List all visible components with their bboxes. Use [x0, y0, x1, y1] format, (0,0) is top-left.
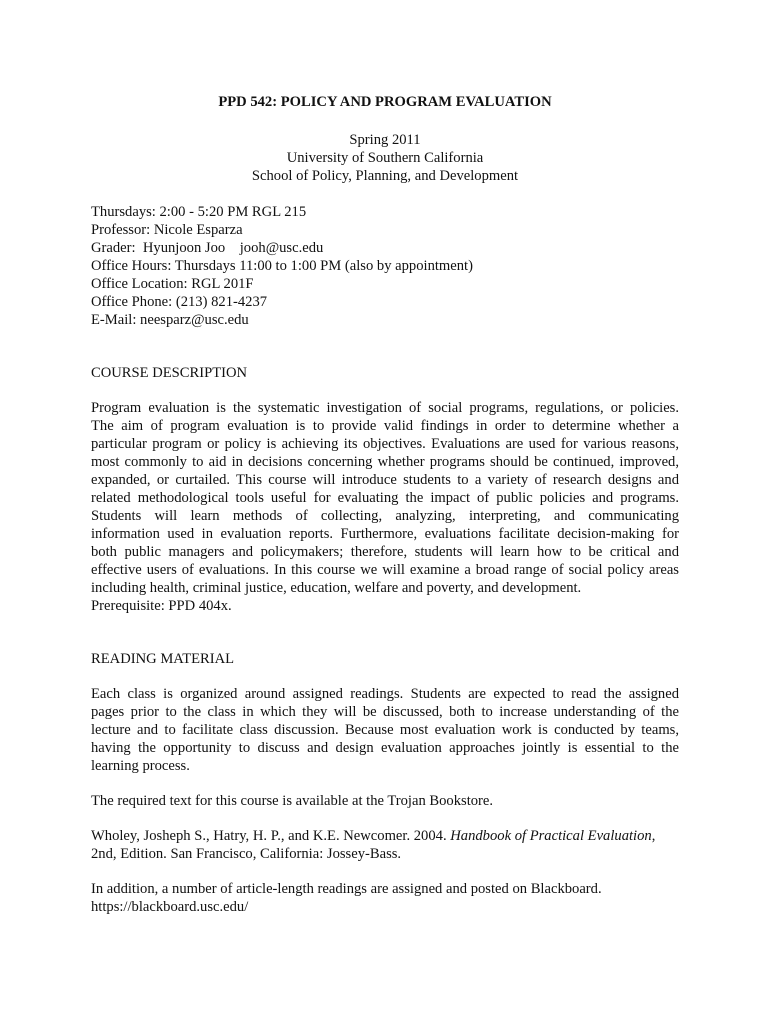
course-title: PPD 542: POLICY AND PROGRAM EVALUATION [218, 94, 552, 110]
course-info [91, 203, 679, 329]
schedule: Thursdays: 2:00 - 5:20 PM RGL 215 [91, 204, 307, 220]
course-description-heading: COURSE DESCRIPTION [91, 365, 248, 381]
paragraph-line: expanded, or curtailed. This course will introduce students to a variety of research designs and [91, 472, 679, 488]
paragraph-line: lecture and to facilitate class discussion. Because most evaluation work is conducted by teams, [91, 722, 679, 738]
paragraph-line: most commonly to aid in decisions concerning whether programs should be continued, improved, [91, 454, 679, 470]
office-location: Office Location: RGL 201F [91, 276, 254, 292]
blackboard-note: In addition, a number of article-length readings are assigned and posted on Blackboard. [91, 881, 602, 897]
professor: Professor: Nicole Esparza [91, 222, 243, 238]
citation-punct: , [651, 828, 656, 844]
paragraph-line: including health, criminal justice, education, welfare and poverty, and development. [91, 580, 582, 596]
blackboard-block [91, 880, 679, 916]
paragraph-line: information used in evaluation reports. Furthermore, evaluations facilitate decision-making for [91, 526, 679, 542]
paragraph-line: pages prior to the class in which they will be discussed, both to increase understanding of the [91, 704, 679, 720]
term: Spring 2011 [349, 132, 421, 148]
textbook-citation [91, 827, 679, 863]
course-description-paragraph [91, 399, 679, 615]
prerequisite: Prerequisite: PPD 404x. [91, 598, 232, 614]
syllabus-page [91, 93, 679, 916]
paragraph-line: Each class is organized around assigned readings. Students are expected to read the assigned [91, 686, 679, 702]
reading-material-paragraph [91, 685, 679, 775]
university: University of Southern California [286, 150, 484, 166]
citation-line-1 [91, 827, 679, 845]
paragraph-line: learning process. [91, 758, 190, 774]
paragraph-line: effective users of evaluations. In this course we will examine a broad range of social policy areas [91, 562, 679, 578]
citation-authors: Wholey, Josheph S., Hatry, H. P., and K.E. Newcomer. 2004. [91, 828, 451, 844]
paragraph-line: The aim of program evaluation is to provide valid findings in order to determine whether a [91, 418, 679, 434]
citation-line-2: 2nd, Edition. San Francisco, California: Jossey-Bass. [91, 846, 402, 862]
citation-book-title: Handbook of Practical Evaluation [450, 828, 652, 844]
paragraph-line: both public managers and policymakers; therefore, students will learn how to be critical and [91, 544, 679, 560]
grader: Grader: Hyunjoon Joo jooh@usc.edu [91, 240, 324, 256]
term-header [91, 131, 679, 185]
paragraph-line: related methodological tools useful for evaluating the impact of public policies and programs. [91, 490, 679, 506]
required-text-note: The required text for this course is available at the Trojan Bookstore. [91, 793, 494, 809]
office-hours: Office Hours: Thursdays 11:00 to 1:00 PM (also by appointment) [91, 258, 473, 274]
paragraph-line: having the opportunity to discuss and design evaluation approaches jointly is essential to the [91, 740, 679, 756]
paragraph-line: particular program or policy is achieving its objectives. Evaluations are used for various reasons, [91, 436, 679, 452]
paragraph-line: Students will learn methods of collecting, analyzing, interpreting, and communicating [91, 508, 679, 524]
email: E-Mail: neesparz@usc.edu [91, 312, 249, 328]
blackboard-url[interactable]: https://blackboard.usc.edu/ [91, 899, 249, 915]
office-phone: Office Phone: (213) 821-4237 [91, 294, 268, 310]
reading-material-heading: READING MATERIAL [91, 651, 235, 667]
school: School of Policy, Planning, and Development [251, 168, 519, 184]
paragraph-line: Program evaluation is the systematic investigation of social programs, regulations, or policies. [91, 400, 679, 416]
